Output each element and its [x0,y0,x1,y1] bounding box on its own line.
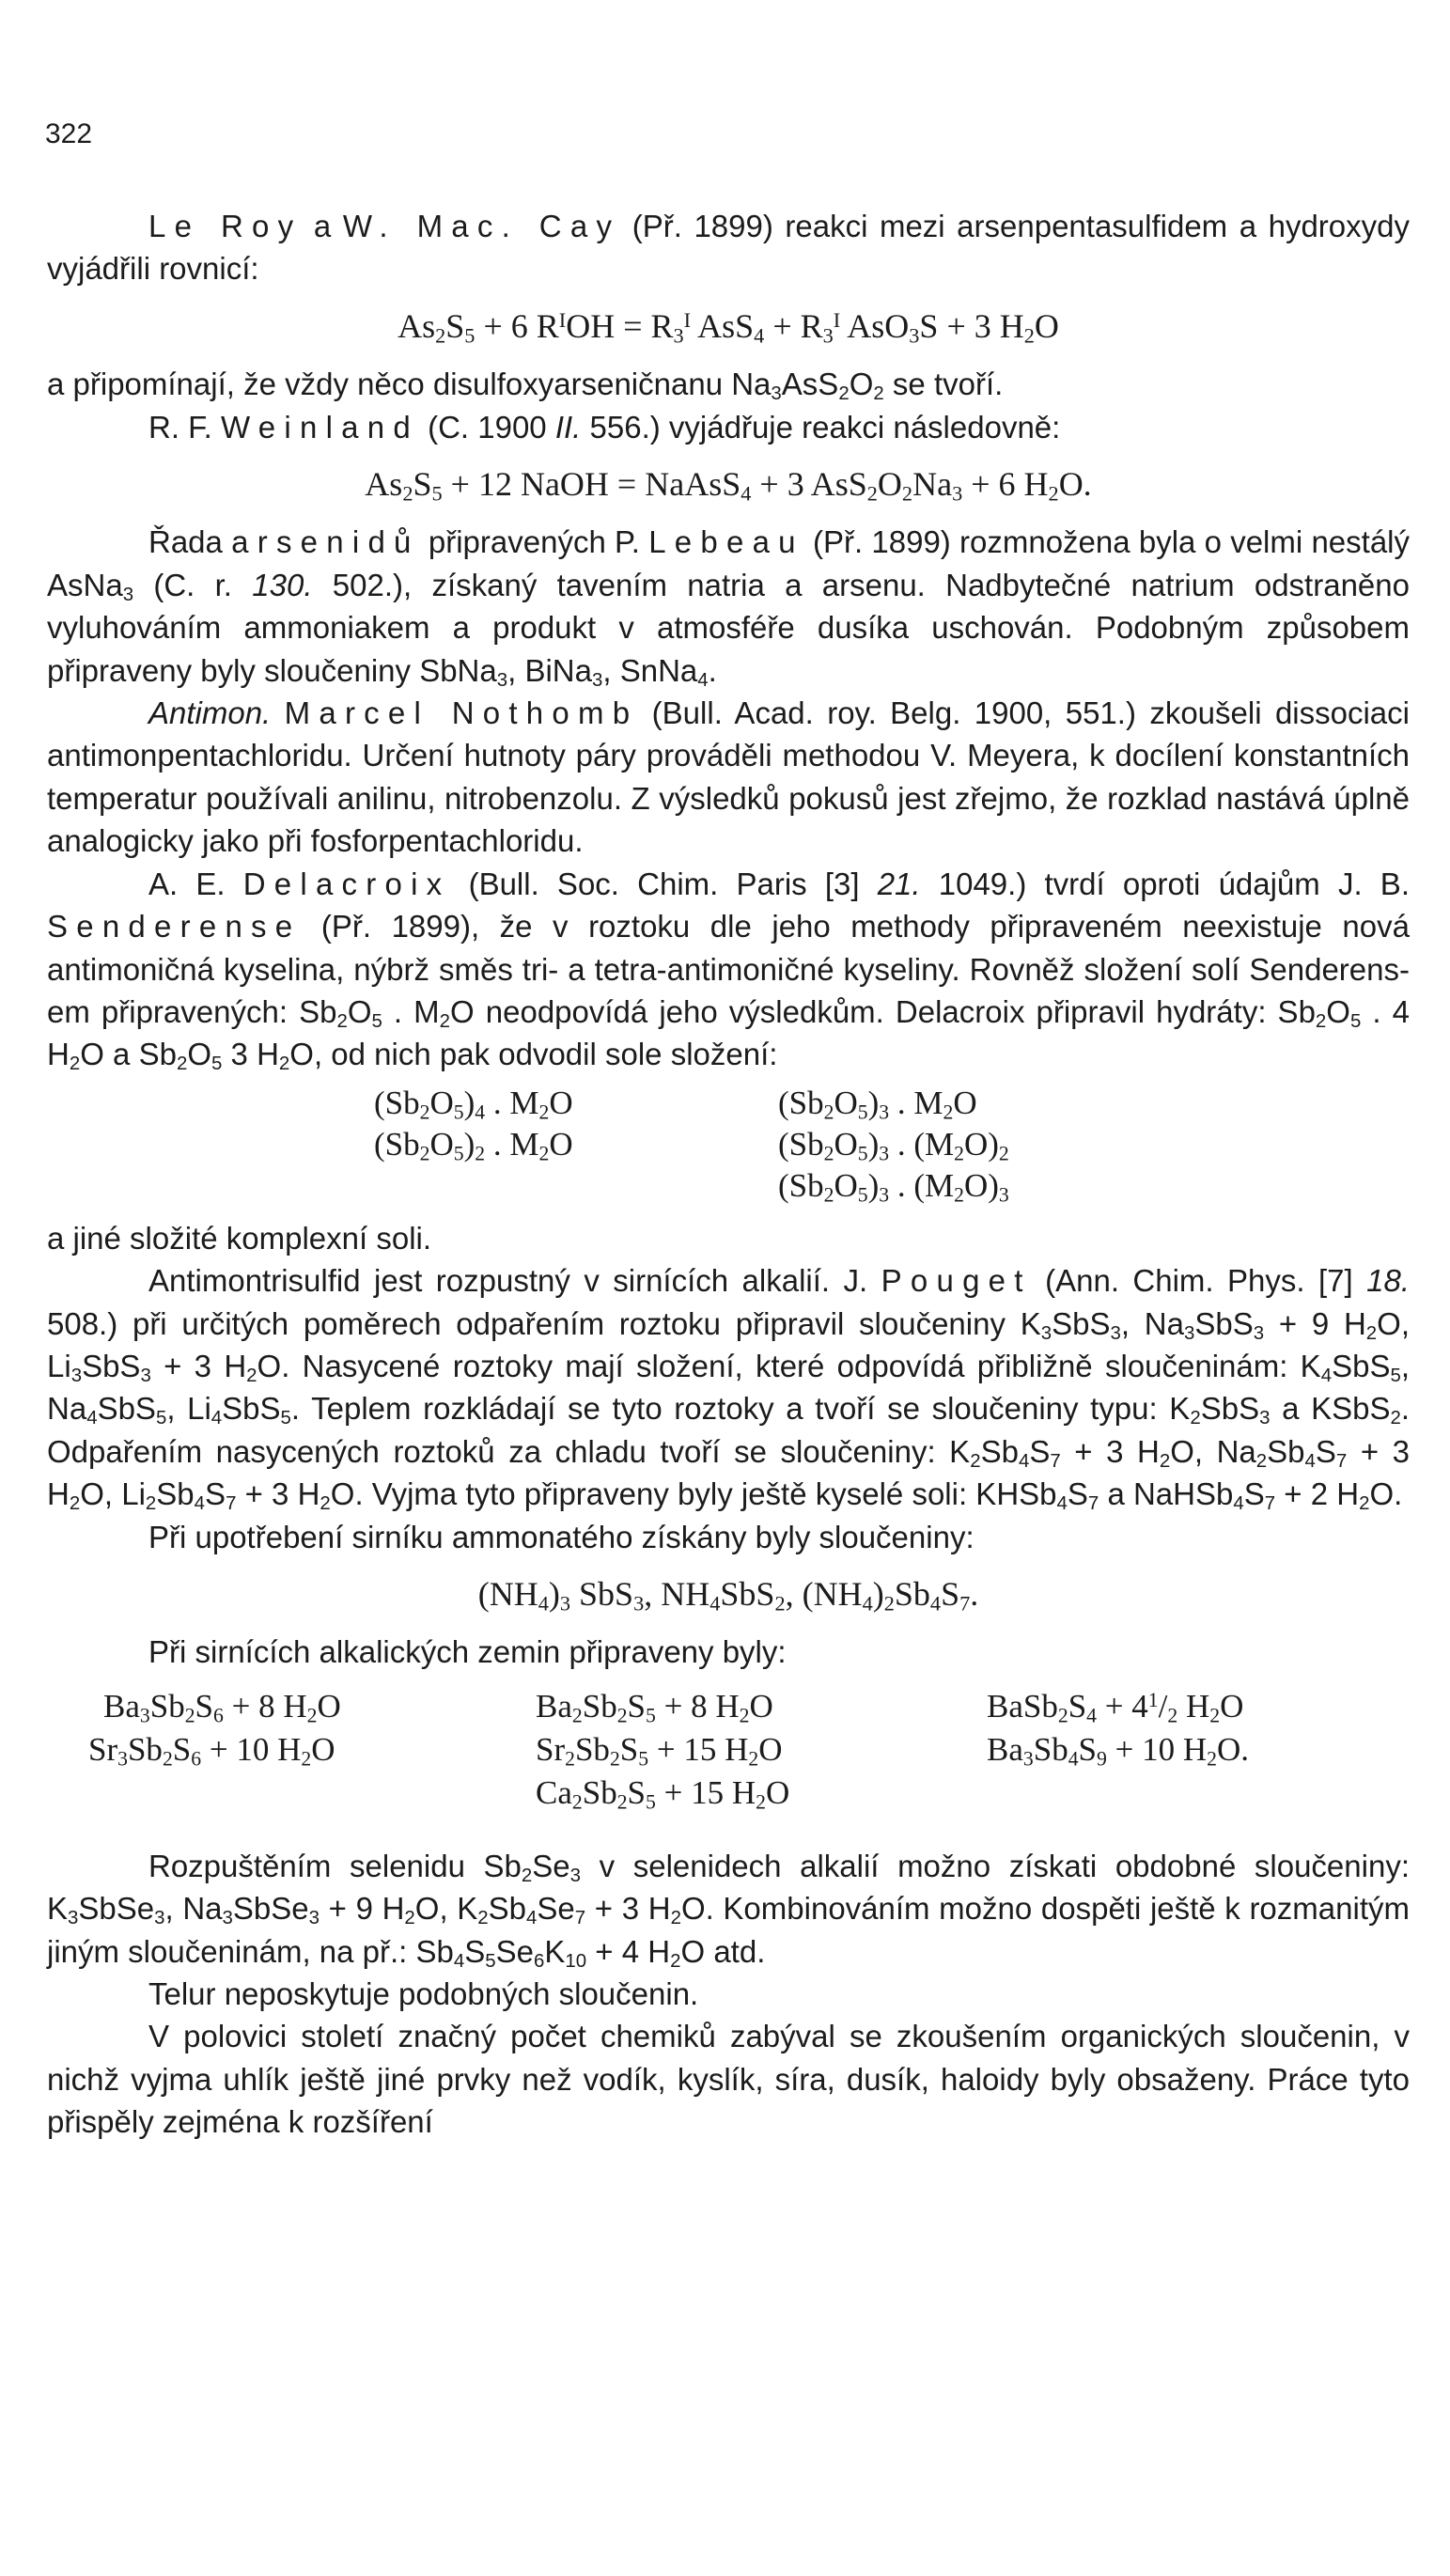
paragraph: a připomínají, že vždy něco disulfoxyarseničnanu $Na_3AsS_2O_2$ se tvoří. [47,367,1004,405]
formula-item: $Ba_2Sb_2S_5 + 8$ $H_2O$ [536,1687,773,1727]
formula-item: $(Sb_2O_5)_3$ . $M_2O$ [778,1084,977,1124]
equation: $As_2S_5 + 12$ NaOH = NaAsS$_4$ + 3 $AsS_2O_2Na_3 + 6$ $H_2O$. [365,465,1092,506]
formula-item: $(Sb_2O_5)_3$ . $(M_2O)_3$ [778,1166,1009,1207]
paragraph: Při upotřebení sirníku ammonatého získány byly sloučeniny: [148,1519,974,1554]
salts-formula-grid [47,1082,1410,1213]
formula-item: $Sr_3Sb_2S_6 + 10$ $H_2O$ [88,1730,335,1771]
formula-item: $Sr_2Sb_2S_5 + 15$ $H_2O$ [536,1730,783,1771]
paragraph: Le Roy a W. Mac. Cay (Př. 1899) reakci mezi arsenpentasulfidem a hydroxydy vyjádřili rovnicí: [47,209,1411,287]
paragraph: Rozpuštěním selenidu $Sb_2Se_3$ v selenidech alkalií možno získati obdobné sloučeniny: $K_3SbSe_3$, $Na_3SbSe_3 + 9$ $H_2O$, $K_2Sb_4Se_7 + 3$ $H_2O$. Kombinováním možno dospěti ještě k rozmanitým jiným sloučeninám, na př.: $Sb_4S_5Se_6K_{10} + 4$ $H_2O$ atd. [47,1848,1410,1972]
formula-item: $Ba_3Sb_2S_6 + 8$ $H_2O$ [103,1687,341,1727]
formula-item: $Ba_3Sb_4S_9 + 10$ $H_2O$. [987,1730,1249,1771]
paragraph: Antimontrisulfid jest rozpustný v sirnících alkalií. J. Pouget (Ann. Chim. Phys. [7] 18. 508.) při určitých poměrech odpařením roztoku připravil sloučeniny $K_3SbS_3$, $Na_3SbS_3 + 9$ $H_2O$, $Li_3SbS_3 + 3$ $H_2O$. Nasycené roztoky mají složení, které odpovídá přibližně sloučeninám: $K_4SbS_5$, $Na_4SbS_5$, $Li_4SbS_5$. Teplem rozkládají se tyto roztoky a tvoří se sloučeniny typu: $K_2SbS_3$ a KSbS$_2$. Odpařením nasycených roztoků za chladu tvoří se sloučeniny: $K_2Sb_4S_7 + 3$ $H_2O$, $Na_2Sb_4S_7 + 3$ $H_2O$, $Li_2Sb_4S_7 + 3$ $H_2O$. Vyjma tyto připraveny byly ještě kyselé soli: $KHSb_4S_7$ a $NaHSb_4S_7 + 2$ $H_2O$. [47,1263,1410,1515]
paragraph: Řada arsenidů připravených P. Lebeau (Př. 1899) rozmnožena byla o velmi nestálý AsNa$_3$ (C. r. 130. 502.), získaný tavením natria a arsenu. Nadbytečné natrium odstraněno vyluhováním ammoniakem a produkt v atmosféře dusíka uschován. Podobným způsobem připraveny byly sloučeniny SbNa$_3$, BiNa$_3$, SnNa$_4$. [47,524,1411,691]
paragraph: Při sirnících alkalických zemin připraveny byly: [148,1634,787,1670]
alkaline-earth-formula-grid [47,1685,1410,1826]
paragraph: A. E. Delacroix (Bull. Soc. Chim. Paris [3] 21. 1049.) tvrdí oproti údajům J. B. Senderense (Př. 1899), že v roztoku dle jeho methody připraveném neexistuje nová antimoničná kyselina, nýbrž směs tri- a tetra-antimoničné kyseliny. Rovněž složení solí Senderens-em připravených: $Sb_2O_5$ . $M_2O$ neodpovídá jeho výsledkům. Delacroix připravil hydráty: $Sb_2O_5$ . 4 $H_2O$ a $Sb_2O_5$ 3 $H_2O$, od nich pak odvodil sole složení: [47,866,1410,1075]
formula-item: $(Sb_2O_5)_4$ . $M_2O$ [374,1084,573,1124]
paragraph: R. F. Weinland (C. 1900 II. 556.) vyjádřuje reakci následovně: [148,409,1061,445]
paragraph: Telur neposkytuje podobných sloučenin. [148,1976,699,2011]
formula-item: $(Sb_2O_5)_2$ . $M_2O$ [374,1125,573,1165]
formula-item: $(Sb_2O_5)_3$ . $(M_2O)_2$ [778,1125,1009,1165]
page-number: 322 [45,118,93,149]
equation: $As_2S_5 + 6$ $R^IOH = R_3^I$ $AsS_4 + R_3^I$ AsO$_3$S + 3 $H_2O$ [398,306,1059,348]
equation: $(NH_4)_3$ SbS$_3$, $NH_4SbS_2$, $(NH_4)_2Sb_4S_7$. [477,1574,979,1616]
body-text [47,205,1410,2144]
formula-item: $BaSb_2S_4 + 4^1/_2$ $H_2O$ [987,1687,1244,1727]
paragraph: V polovici století značný počet chemiků zabýval se zkoušením organických sloučenin, v nichž vyjma uhlík ještě jiné prvky než vodík, kyslík, síra, dusík, haloidy byly obsaženy. Práce tyto přispěly zejména k rozšíření [47,2019,1410,2140]
paragraph: a jiné složité komplexní soli. [47,1220,432,1256]
paragraph: Antimon. Marcel Nothomb (Bull. Acad. roy. Belg. 1900, 551.) zkoušeli dissociaci antimonpentachloridu. Určení hutnoty páry prováděli methodou V. Meyera, k docílení konstantních temperatur používali anilinu, nitrobenzolu. Z výsledků pokusů jest zřejmo, že rozklad nastává úplně analogicky jako při fosforpentachloridu. [47,695,1410,859]
formula-item: $Ca_2Sb_2S_5 + 15$ $H_2O$ [536,1773,790,1814]
